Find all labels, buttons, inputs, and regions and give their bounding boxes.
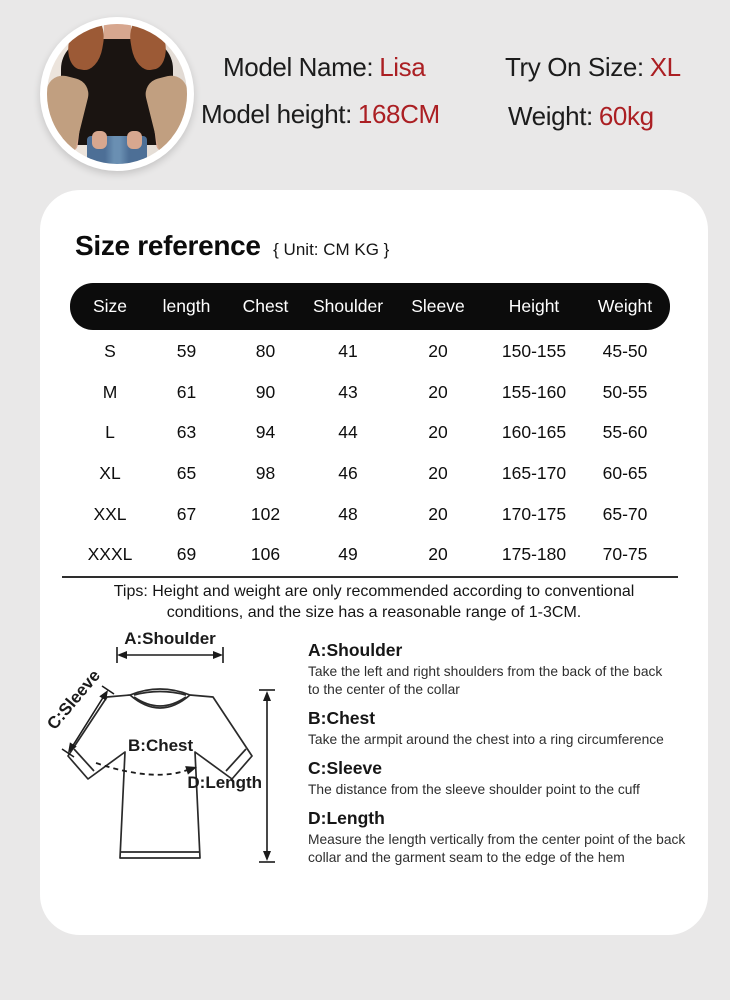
try-on-size <box>505 52 681 83</box>
definition-length <box>308 808 712 867</box>
table-cell: 63 <box>176 422 197 443</box>
definition-desc: Take the armpit around the chest into a ring circumference <box>308 732 664 747</box>
table-cell: 20 <box>428 381 448 402</box>
model-height-label: Model height: <box>201 99 352 129</box>
measurement-definitions <box>308 640 712 876</box>
model-height <box>201 99 440 130</box>
diagram-label-shoulder: A:Shoulder <box>124 629 216 648</box>
table-cell: 70-75 <box>602 544 648 565</box>
table-cell: 150-155 <box>501 340 567 361</box>
table-cell: 155-160 <box>501 381 567 402</box>
table-cell: XXXL <box>87 544 133 565</box>
column-header-height: Height <box>508 296 560 316</box>
table-cell: 48 <box>338 503 358 524</box>
definition-desc: The distance from the sleeve shoulder point to the cuff <box>308 782 640 797</box>
try-on-size-label: Try On Size: <box>505 52 644 82</box>
try-on-size-value: XL <box>649 52 681 82</box>
diagram-label-length: D:Length <box>187 773 262 792</box>
table-cell: 67 <box>176 503 197 524</box>
table-cell: 20 <box>428 503 448 524</box>
model-height-value: 168CM <box>357 99 440 129</box>
table-cell: 94 <box>255 422 276 443</box>
column-header-chest: Chest <box>242 296 289 316</box>
table-cell: 90 <box>255 381 276 402</box>
table-row-xxxl <box>70 534 670 575</box>
table-cell: 59 <box>176 340 197 361</box>
table-row-xl <box>70 453 670 494</box>
table-cell: 175-180 <box>501 544 567 565</box>
definition-term: B:Chest <box>308 708 376 728</box>
table-cell: 165-170 <box>501 462 567 483</box>
model-photo <box>47 24 187 164</box>
table-cell: 43 <box>338 381 358 402</box>
tips-line-1: Tips: Height and weight are only recommended according to conventional <box>113 583 635 600</box>
table-cell: 20 <box>428 422 448 443</box>
model-name <box>223 52 425 83</box>
definition-term: C:Sleeve <box>308 758 382 778</box>
table-cell: 102 <box>250 503 281 524</box>
table-cell: L <box>105 422 115 443</box>
table-bottom-rule <box>62 576 678 578</box>
diagram-label-sleeve: C:Sleeve <box>43 666 104 734</box>
definition-term: D:Length <box>308 808 385 828</box>
tips-line-2: conditions, and the size has a reasonable range of 1-3CM. <box>166 604 582 621</box>
definition-term: A:Shoulder <box>308 640 403 660</box>
table-cell: 106 <box>250 544 281 565</box>
table-cell: 20 <box>428 462 448 483</box>
table-cell: 160-165 <box>501 422 567 443</box>
model-hand-left <box>92 131 107 149</box>
measurement-guide <box>0 628 730 935</box>
table-cell: S <box>104 340 116 361</box>
definition-desc: Measure the length vertically from the center point of the back collar and the garment seam to the edge of the hem <box>308 832 686 865</box>
table-cell: 46 <box>338 462 358 483</box>
model-weight <box>508 101 654 132</box>
table-cell: 65 <box>176 462 197 483</box>
table-cell: 50-55 <box>602 381 648 402</box>
model-name-value: Lisa <box>379 52 426 82</box>
table-cell: 49 <box>338 544 358 565</box>
model-hand-right <box>127 131 142 149</box>
definition-shoulder <box>308 640 712 699</box>
table-cell: 20 <box>428 544 448 565</box>
column-header-length: length <box>162 296 211 316</box>
definition-sleeve <box>308 758 712 799</box>
table-cell: 61 <box>176 381 197 402</box>
size-reference-heading <box>75 230 389 262</box>
column-header-weight: Weight <box>597 296 653 316</box>
model-name-label: Model Name: <box>223 52 374 82</box>
table-cell: 55-60 <box>602 422 648 443</box>
model-photo-ring <box>40 17 194 171</box>
unit-note: { Unit: CM KG } <box>273 240 390 259</box>
table-cell: 60-65 <box>602 462 648 483</box>
size-table-header <box>70 283 670 330</box>
tshirt-measurement-diagram <box>38 628 310 888</box>
table-cell: 41 <box>338 340 358 361</box>
table-cell: 80 <box>255 340 276 361</box>
table-cell: M <box>102 381 118 402</box>
table-row-l <box>70 412 670 453</box>
page-title: Size reference <box>75 230 261 261</box>
model-weight-label: Weight: <box>508 101 593 131</box>
diagram-label-chest: B:Chest <box>128 736 194 755</box>
definition-desc: Take the left and right shoulders from the back of the back to the center of the collar <box>308 664 663 697</box>
column-header-sleeve: Sleeve <box>411 296 465 316</box>
table-row-s <box>70 331 670 372</box>
table-cell: XL <box>99 462 121 483</box>
tips-note <box>40 581 708 623</box>
table-cell: 44 <box>338 422 358 443</box>
table-cell: 98 <box>255 462 276 483</box>
table-cell: 20 <box>428 340 448 361</box>
table-row-m <box>70 372 670 413</box>
column-header-shoulder: Shoulder <box>312 296 384 316</box>
table-cell: 69 <box>176 544 197 565</box>
table-cell: XXL <box>93 503 127 524</box>
column-header-size: Size <box>92 296 128 316</box>
table-cell: 65-70 <box>602 503 648 524</box>
size-table <box>70 331 670 575</box>
model-weight-value: 60kg <box>598 101 654 131</box>
definition-chest <box>308 708 712 749</box>
table-cell: 170-175 <box>501 503 567 524</box>
table-cell: 45-50 <box>602 340 648 361</box>
table-row-xxl <box>70 494 670 535</box>
